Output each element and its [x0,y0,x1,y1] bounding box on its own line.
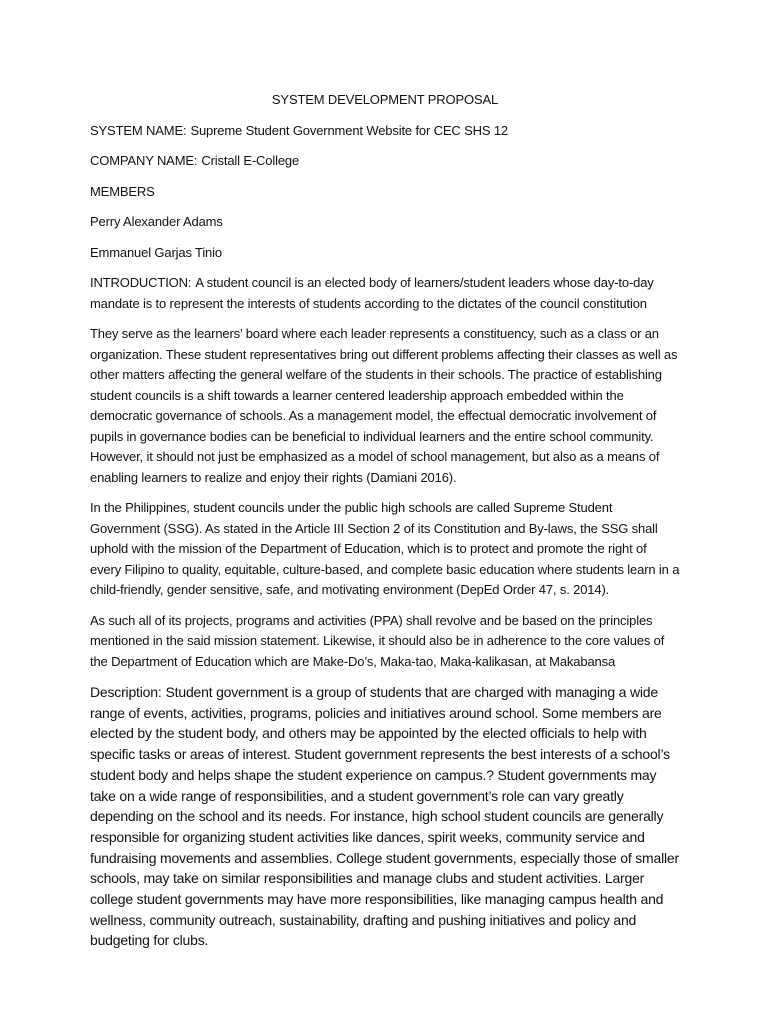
member-name: Emmanuel Garjas Tinio [90,244,222,260]
description-label: Description: [90,684,162,700]
system-name-label: SYSTEM NAME: [90,122,187,138]
company-name-line [90,151,680,172]
company-name-label: COMPANY NAME: [90,153,198,168]
body-paragraph-ppa: As such all of its projects, programs and activities (PPA) shall revolve and be based on the principles mentioned in the said mission statement. Likewise, it should also be in adherence to the core values of the Department of Education which are Make-Do’s, Maka-tao, Maka-kalikasan, at Makabansa [90,612,665,669]
system-name-value: Supreme Student Government Website for CEC SHS 12 [190,122,508,138]
description-text: Student government is a group of students that are charged with managing a wide range of events, activities, programs, policies and initiatives around school. Some members are elected by the student body, and others may be appointed by the elected officials to help with specific tasks or areas of interest. Student government represents the best interests of a school’s student body and helps shape the student experience on campus.? Student governments may take on a wide range of responsibilities, and a student government’s role can vary greatly depending on the school and its needs. For instance, high school student councils are generally responsible for organizing student activities like dances, spirit weeks, community service and fundraising movements and assemblies. College student governments, especially those of smaller schools, may take on similar responsibilities and manage clubs and student activities. Larger college student governments may have more responsibilities, like managing campus health and wellness, community outreach, sustainability, drafting and pushing initiatives and policy and budgeting for clubs. [90,684,679,949]
document-title: SYSTEM DEVELOPMENT PROPOSAL [271,92,499,107]
introduction-label: INTRODUCTION: [90,275,192,290]
description-paragraph [90,682,680,951]
system-name-line [90,121,680,142]
member-name: Perry Alexander Adams [90,214,223,229]
body-paragraph-philippines-ssg: In the Philippines, student councils under the public high schools are called Supreme Student Government (SSG). As stated in the Article III Section 2 of its Constitution and By-laws, the SSG shall uphold with the mission of the Department of Education, which is to protect and promote the right of every Filipino to quality, equitable, culture-based, and complete basic education where students learn in a child-friendly, gender sensitive, safe, and motivating environment (DepEd Order 47, s. 2014). [90,500,680,597]
document-page [90,90,680,961]
introduction-paragraph [90,273,680,314]
introduction-text: A student council is an elected body of learners/student leaders whose day-to-day mandate is to represent the interests of students according to the dictates of the council constitution [90,275,654,311]
members-heading: MEMBERS [90,183,155,199]
company-name-value: Cristall E-College [201,153,300,168]
body-paragraph-council-role: They serve as the learners’ board where each leader represents a constituency, such as a class or an organization. These student representatives bring out different problems affecting their classes as well as other matters affecting the general welfare of the students in their schools. The practice of establishing student councils is a shift towards a learner centered leadership approach embedded within the democratic governance of schools. As a management model, the effectual democratic involvement of pupils in governance bodies can be beneficial to individual learners and the entire school community. However, it should not just be emphasized as a model of school management, but also as a means of enabling learners to realize and enjoy their rights (Damiani 2016). [90,326,678,485]
